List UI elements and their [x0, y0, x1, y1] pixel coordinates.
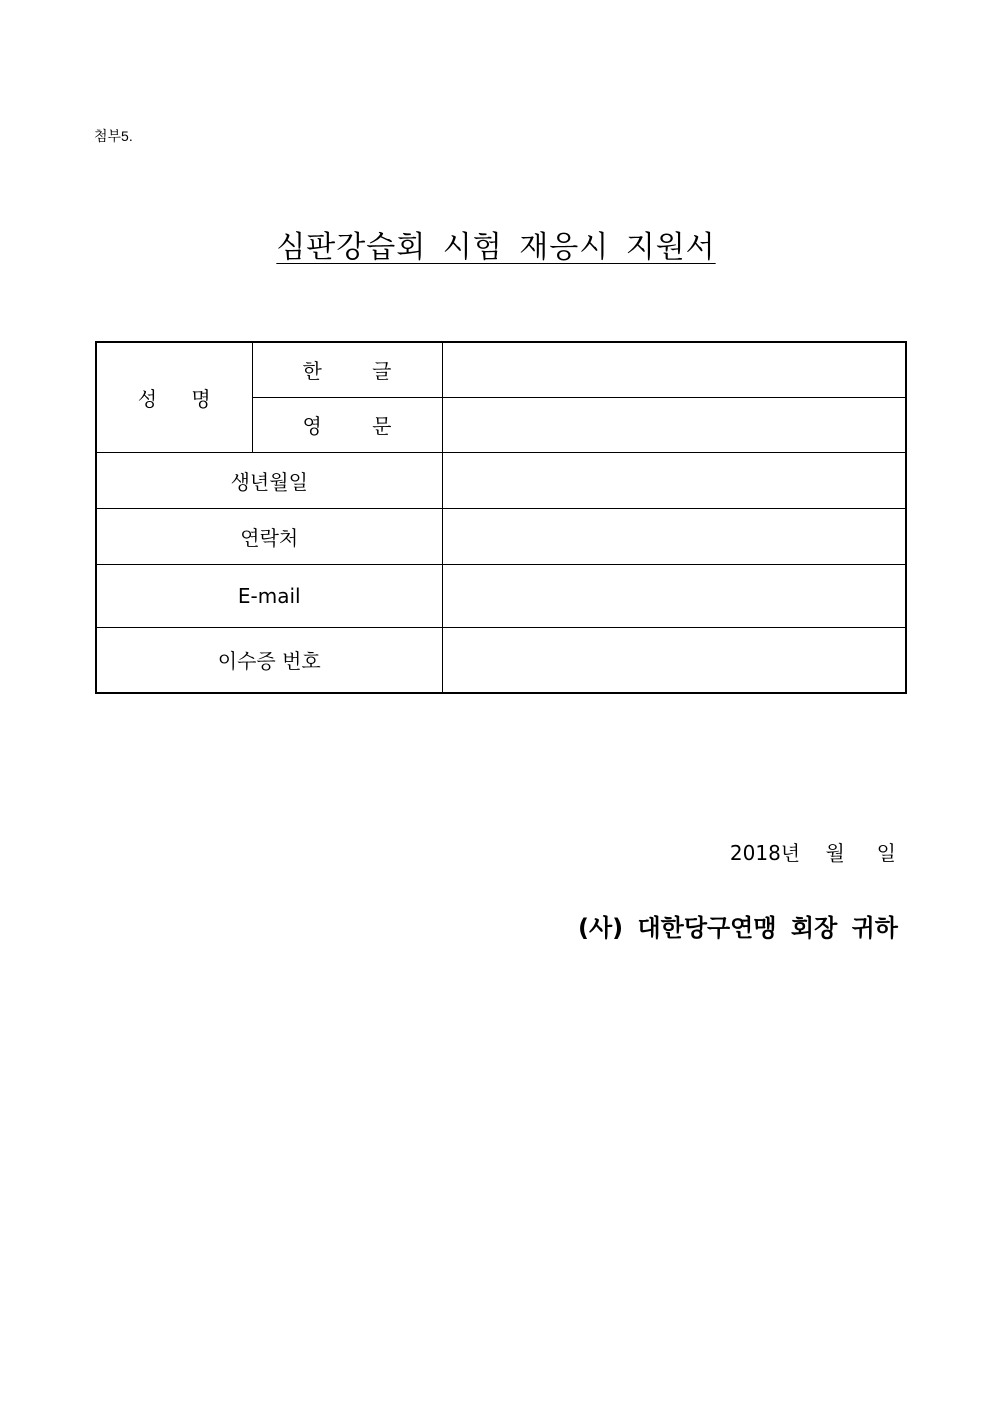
contact-label: 연락처: [96, 508, 442, 564]
title-text: 심판강습회 시험 재응시 지원서: [276, 230, 716, 265]
email-label: E-mail: [96, 564, 442, 627]
attachment-label: 첨부5.: [94, 128, 133, 144]
email-field[interactable]: [442, 564, 906, 627]
addressee: (사) 대한당구연맹 회장 귀하: [577, 914, 898, 942]
korean-name-field[interactable]: [442, 342, 906, 397]
english-name-field[interactable]: [442, 397, 906, 452]
application-form-table: [95, 341, 907, 694]
birthdate-field[interactable]: [442, 452, 906, 508]
contact-field[interactable]: [442, 508, 906, 564]
certificate-number-field[interactable]: [442, 627, 906, 693]
date-year: 2018년: [729, 841, 801, 865]
date-month: 월: [825, 841, 845, 865]
english-name-label: 영 문: [252, 397, 442, 452]
document-title: [0, 228, 992, 268]
table-row: [96, 508, 906, 564]
table-row: [96, 452, 906, 508]
korean-name-label: 한 글: [252, 342, 442, 397]
name-label: 성 명: [96, 342, 252, 452]
table-row: [96, 627, 906, 693]
date-day: 일: [876, 841, 896, 865]
table-row: [96, 564, 906, 627]
table-row: [96, 342, 906, 397]
birthdate-label: 생년월일: [96, 452, 442, 508]
date-line: [730, 840, 896, 866]
certificate-number-label: 이수증 번호: [96, 627, 442, 693]
